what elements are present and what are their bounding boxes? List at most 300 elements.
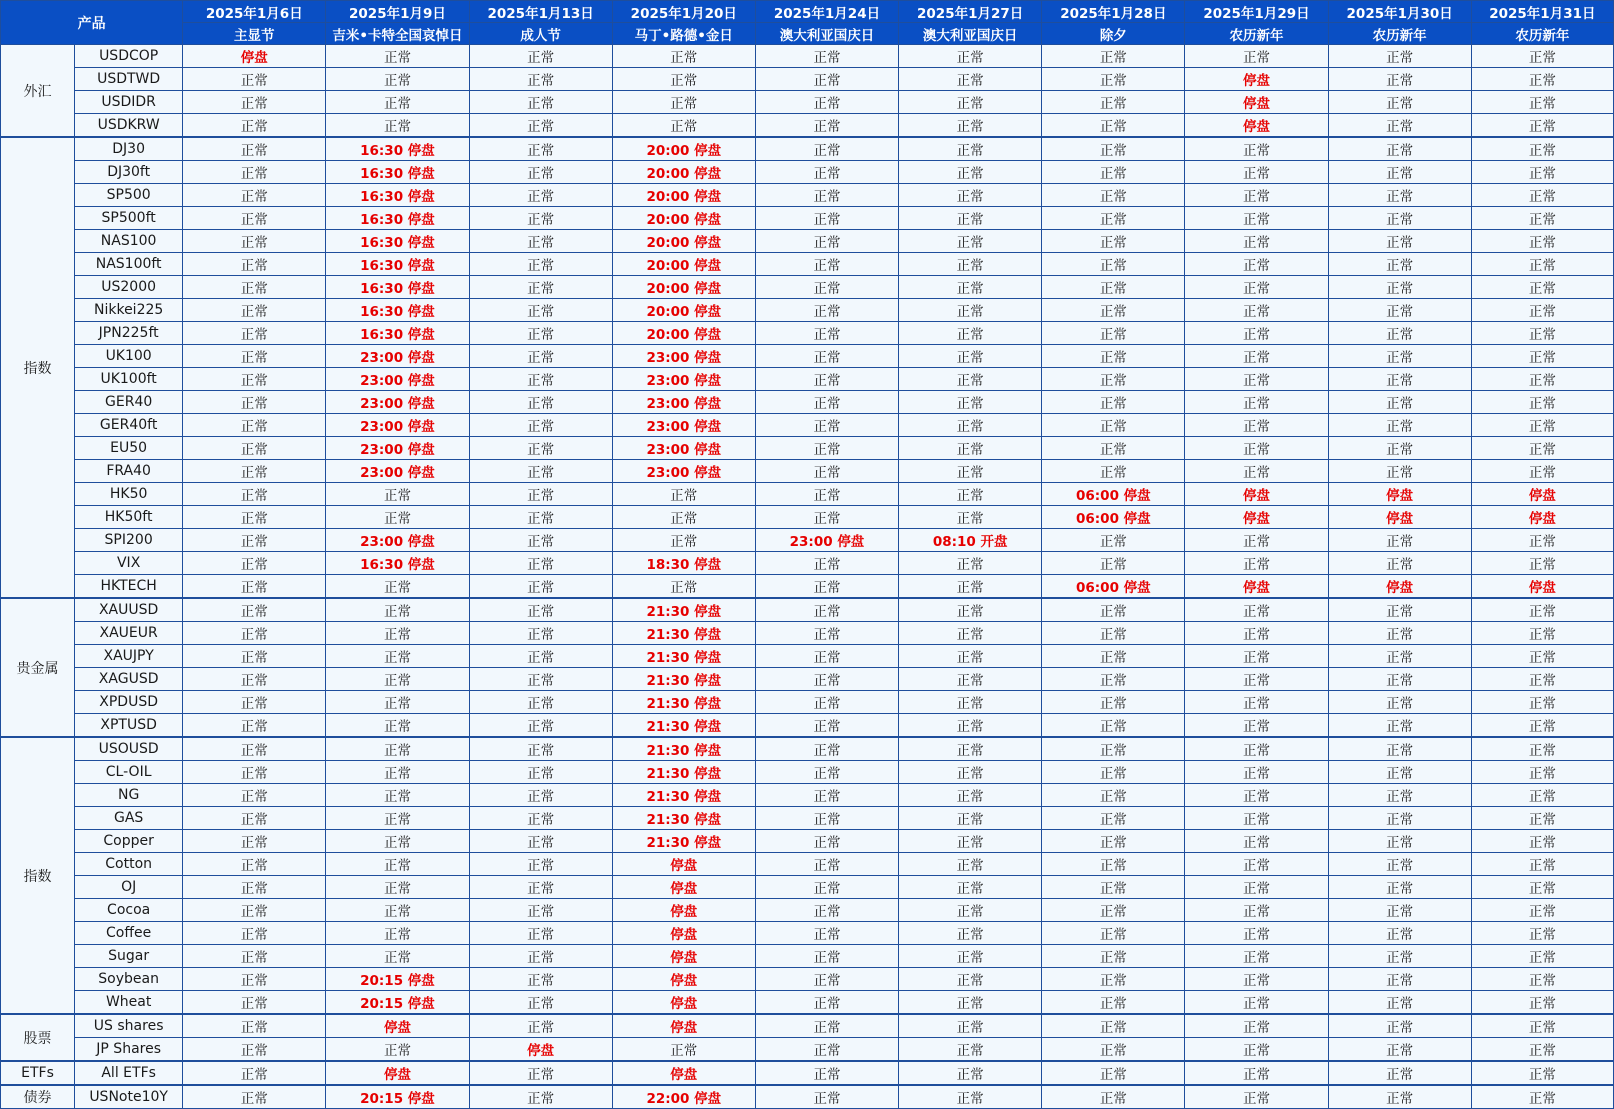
status-cell: 正常 (326, 945, 469, 968)
status-cell: 正常 (183, 807, 326, 830)
date-header: 2025年1月24日 (755, 1, 898, 23)
status-cell: 正常 (1471, 114, 1613, 138)
holiday-header: 成人节 (469, 23, 612, 45)
status-cell: 正常 (1042, 645, 1185, 668)
status-cell: 正常 (1042, 299, 1185, 322)
status-cell: 正常 (899, 737, 1042, 761)
status-cell: 正常 (755, 1014, 898, 1038)
status-cell: 正常 (469, 945, 612, 968)
status-cell: 正常 (1328, 45, 1471, 68)
status-cell: 正常 (1328, 691, 1471, 714)
status-cell: 正常 (1185, 552, 1328, 575)
status-cell: 正常 (469, 483, 612, 506)
status-cell: 正常 (469, 184, 612, 207)
status-cell: 18:30 停盘 (612, 552, 755, 575)
status-cell: 正常 (899, 598, 1042, 622)
status-cell: 20:00 停盘 (612, 207, 755, 230)
product-name: Copper (75, 830, 183, 853)
status-cell: 正常 (899, 1061, 1042, 1085)
status-cell: 正常 (183, 853, 326, 876)
status-cell: 正常 (1042, 1014, 1185, 1038)
status-cell: 正常 (1471, 253, 1613, 276)
table-row (1, 968, 1614, 991)
status-cell: 正常 (899, 991, 1042, 1015)
status-cell: 正常 (755, 1085, 898, 1109)
table-row (1, 414, 1614, 437)
status-cell: 正常 (326, 876, 469, 899)
product-name: XPTUSD (75, 714, 183, 738)
status-cell: 正常 (612, 68, 755, 91)
status-cell: 正常 (755, 552, 898, 575)
table-row (1, 91, 1614, 114)
status-cell: 正常 (1471, 552, 1613, 575)
status-cell: 正常 (1328, 137, 1471, 161)
status-cell: 正常 (183, 691, 326, 714)
status-cell: 23:00 停盘 (612, 437, 755, 460)
status-cell: 16:30 停盘 (326, 184, 469, 207)
status-cell: 正常 (183, 276, 326, 299)
table-row (1, 1085, 1614, 1109)
status-cell: 正常 (612, 91, 755, 114)
table-row (1, 645, 1614, 668)
status-cell: 正常 (183, 991, 326, 1015)
status-cell: 停盘 (612, 968, 755, 991)
status-cell: 正常 (469, 761, 612, 784)
status-cell: 16:30 停盘 (326, 276, 469, 299)
status-cell: 正常 (183, 714, 326, 738)
status-cell: 正常 (1328, 299, 1471, 322)
status-cell: 正常 (1185, 807, 1328, 830)
status-cell: 正常 (1471, 691, 1613, 714)
status-cell: 20:00 停盘 (612, 137, 755, 161)
status-cell: 正常 (1328, 899, 1471, 922)
table-row (1, 184, 1614, 207)
status-cell: 16:30 停盘 (326, 253, 469, 276)
status-cell: 正常 (1471, 137, 1613, 161)
status-cell: 正常 (1042, 668, 1185, 691)
table-row (1, 899, 1614, 922)
product-name: SPI200 (75, 529, 183, 552)
product-name: US shares (75, 1014, 183, 1038)
status-cell: 正常 (755, 622, 898, 645)
status-cell: 正常 (183, 830, 326, 853)
status-cell: 正常 (755, 737, 898, 761)
status-cell: 正常 (326, 807, 469, 830)
status-cell: 正常 (326, 761, 469, 784)
status-cell: 正常 (755, 299, 898, 322)
status-cell: 正常 (1471, 345, 1613, 368)
date-header: 2025年1月30日 (1328, 1, 1471, 23)
holiday-header: 吉米•卡特全国哀悼日 (326, 23, 469, 45)
status-cell: 正常 (1185, 45, 1328, 68)
table-row (1, 345, 1614, 368)
status-cell: 正常 (1042, 276, 1185, 299)
status-cell: 正常 (326, 91, 469, 114)
status-cell: 正常 (1042, 830, 1185, 853)
status-cell: 正常 (1328, 207, 1471, 230)
status-cell: 正常 (469, 68, 612, 91)
status-cell: 正常 (1471, 368, 1613, 391)
group-label: 债券 (1, 1085, 75, 1109)
status-cell: 停盘 (1328, 483, 1471, 506)
status-cell: 正常 (755, 668, 898, 691)
status-cell: 停盘 (1185, 575, 1328, 599)
date-header: 2025年1月31日 (1471, 1, 1613, 23)
status-cell: 正常 (1471, 922, 1613, 945)
status-cell: 正常 (326, 45, 469, 68)
status-cell: 正常 (612, 529, 755, 552)
status-cell: 21:30 停盘 (612, 714, 755, 738)
status-cell: 正常 (755, 968, 898, 991)
status-cell: 21:30 停盘 (612, 761, 755, 784)
status-cell: 16:30 停盘 (326, 207, 469, 230)
status-cell: 正常 (1328, 968, 1471, 991)
status-cell: 正常 (183, 1085, 326, 1109)
status-cell: 23:00 停盘 (326, 437, 469, 460)
status-cell: 停盘 (1328, 575, 1471, 599)
status-cell: 23:00 停盘 (326, 391, 469, 414)
status-cell: 停盘 (1471, 483, 1613, 506)
status-cell: 正常 (1185, 922, 1328, 945)
status-cell: 21:30 停盘 (612, 807, 755, 830)
holiday-header: 澳大利亚国庆日 (899, 23, 1042, 45)
status-cell: 20:15 停盘 (326, 1085, 469, 1109)
product-name: SP500ft (75, 207, 183, 230)
product-name: CL-OIL (75, 761, 183, 784)
status-cell: 正常 (1185, 414, 1328, 437)
status-cell: 正常 (326, 737, 469, 761)
status-cell: 正常 (1042, 161, 1185, 184)
product-name: NAS100 (75, 230, 183, 253)
status-cell: 正常 (183, 622, 326, 645)
product-name: USOUSD (75, 737, 183, 761)
status-cell: 08:10 开盘 (899, 529, 1042, 552)
table-row (1, 575, 1614, 599)
status-cell: 正常 (183, 668, 326, 691)
status-cell: 正常 (1185, 276, 1328, 299)
status-cell: 正常 (899, 368, 1042, 391)
status-cell: 正常 (1471, 899, 1613, 922)
status-cell: 正常 (612, 575, 755, 599)
status-cell: 正常 (183, 483, 326, 506)
status-cell: 正常 (183, 529, 326, 552)
status-cell: 21:30 停盘 (612, 645, 755, 668)
table-row (1, 322, 1614, 345)
holiday-header: 主显节 (183, 23, 326, 45)
status-cell: 正常 (469, 575, 612, 599)
status-cell: 正常 (755, 437, 898, 460)
product-name: JP Shares (75, 1038, 183, 1062)
table-row (1, 506, 1614, 529)
status-cell: 正常 (1471, 322, 1613, 345)
status-cell: 正常 (899, 807, 1042, 830)
status-cell: 正常 (899, 460, 1042, 483)
status-cell: 正常 (755, 598, 898, 622)
status-cell: 正常 (1042, 552, 1185, 575)
status-cell: 停盘 (1185, 91, 1328, 114)
table-row (1, 737, 1614, 761)
status-cell: 正常 (326, 1038, 469, 1062)
status-cell: 正常 (469, 506, 612, 529)
status-cell: 正常 (469, 276, 612, 299)
status-cell: 正常 (1042, 437, 1185, 460)
status-cell: 正常 (1185, 230, 1328, 253)
status-cell: 正常 (1185, 207, 1328, 230)
table-row (1, 1038, 1614, 1062)
status-cell: 正常 (755, 322, 898, 345)
status-cell: 正常 (755, 807, 898, 830)
status-cell: 正常 (755, 691, 898, 714)
status-cell: 正常 (899, 668, 1042, 691)
status-cell: 正常 (1042, 184, 1185, 207)
status-cell: 正常 (899, 691, 1042, 714)
status-cell: 正常 (183, 506, 326, 529)
status-cell: 正常 (1328, 784, 1471, 807)
date-header: 2025年1月29日 (1185, 1, 1328, 23)
status-cell: 正常 (183, 945, 326, 968)
table-row (1, 876, 1614, 899)
status-cell: 正常 (1328, 322, 1471, 345)
status-cell: 正常 (183, 391, 326, 414)
status-cell: 停盘 (1185, 114, 1328, 138)
status-cell: 正常 (326, 714, 469, 738)
table-row (1, 691, 1614, 714)
status-cell: 正常 (1328, 437, 1471, 460)
status-cell: 正常 (1328, 68, 1471, 91)
status-cell: 23:00 停盘 (612, 414, 755, 437)
status-cell: 正常 (1042, 137, 1185, 161)
status-cell: 正常 (755, 91, 898, 114)
status-cell: 正常 (1185, 253, 1328, 276)
status-cell: 正常 (183, 368, 326, 391)
product-name: XAGUSD (75, 668, 183, 691)
status-cell: 停盘 (326, 1014, 469, 1038)
status-cell: 正常 (1185, 991, 1328, 1015)
product-name: USDTWD (75, 68, 183, 91)
status-cell: 正常 (1471, 161, 1613, 184)
status-cell: 23:00 停盘 (326, 460, 469, 483)
status-cell: 正常 (1042, 368, 1185, 391)
status-cell: 正常 (1042, 414, 1185, 437)
status-cell: 正常 (1471, 1038, 1613, 1062)
status-cell: 正常 (899, 391, 1042, 414)
status-cell: 正常 (755, 945, 898, 968)
status-cell: 正常 (1328, 114, 1471, 138)
date-header: 2025年1月9日 (326, 1, 469, 23)
status-cell: 23:00 停盘 (612, 345, 755, 368)
status-cell: 正常 (1185, 945, 1328, 968)
status-cell: 正常 (1185, 968, 1328, 991)
status-cell: 正常 (1042, 968, 1185, 991)
status-cell: 停盘 (1328, 506, 1471, 529)
table-row (1, 45, 1614, 68)
date-header: 2025年1月20日 (612, 1, 755, 23)
table-row (1, 761, 1614, 784)
status-cell: 正常 (326, 598, 469, 622)
status-cell: 正常 (1471, 184, 1613, 207)
status-cell: 正常 (326, 114, 469, 138)
product-name: USDIDR (75, 91, 183, 114)
status-cell: 正常 (183, 598, 326, 622)
status-cell: 正常 (755, 161, 898, 184)
status-cell: 正常 (899, 230, 1042, 253)
status-cell: 正常 (899, 68, 1042, 91)
table-row (1, 784, 1614, 807)
table-row (1, 552, 1614, 575)
status-cell: 正常 (1471, 853, 1613, 876)
status-cell: 正常 (1328, 276, 1471, 299)
table-row (1, 991, 1614, 1015)
status-cell: 正常 (1471, 714, 1613, 738)
status-cell: 21:30 停盘 (612, 691, 755, 714)
table-row (1, 714, 1614, 738)
table-body (1, 45, 1614, 1109)
status-cell: 正常 (1328, 460, 1471, 483)
status-cell: 20:15 停盘 (326, 968, 469, 991)
product-name: Cocoa (75, 899, 183, 922)
status-cell: 正常 (1042, 691, 1185, 714)
product-name: DJ30 (75, 137, 183, 161)
status-cell: 正常 (1042, 45, 1185, 68)
table-row (1, 253, 1614, 276)
status-cell: 正常 (755, 253, 898, 276)
status-cell: 正常 (1471, 437, 1613, 460)
status-cell: 正常 (469, 137, 612, 161)
status-cell: 正常 (1042, 68, 1185, 91)
status-cell: 正常 (469, 345, 612, 368)
status-cell: 正常 (1471, 1014, 1613, 1038)
status-cell: 正常 (755, 922, 898, 945)
status-cell: 正常 (326, 899, 469, 922)
status-cell: 正常 (326, 784, 469, 807)
status-cell: 正常 (755, 45, 898, 68)
status-cell: 正常 (326, 668, 469, 691)
product-name: Nikkei225 (75, 299, 183, 322)
table-row (1, 68, 1614, 91)
status-cell: 正常 (1328, 807, 1471, 830)
product-name: Cotton (75, 853, 183, 876)
status-cell: 正常 (899, 137, 1042, 161)
status-cell: 正常 (1185, 645, 1328, 668)
status-cell: 正常 (183, 575, 326, 599)
status-cell: 06:00 停盘 (1042, 483, 1185, 506)
status-cell: 正常 (183, 1014, 326, 1038)
status-cell: 正常 (1185, 161, 1328, 184)
product-name: JPN225ft (75, 322, 183, 345)
status-cell: 正常 (1471, 737, 1613, 761)
status-cell: 正常 (1042, 922, 1185, 945)
product-name: US2000 (75, 276, 183, 299)
status-cell: 正常 (1471, 276, 1613, 299)
status-cell: 正常 (1042, 761, 1185, 784)
product-name: XAUUSD (75, 598, 183, 622)
status-cell: 停盘 (612, 1014, 755, 1038)
status-cell: 正常 (1042, 1061, 1185, 1085)
status-cell: 正常 (755, 714, 898, 738)
table-row (1, 668, 1614, 691)
status-cell: 正常 (1185, 830, 1328, 853)
status-cell: 正常 (1328, 345, 1471, 368)
status-cell: 正常 (469, 1085, 612, 1109)
status-cell: 正常 (899, 645, 1042, 668)
status-cell: 正常 (183, 645, 326, 668)
status-cell: 正常 (755, 899, 898, 922)
status-cell: 正常 (469, 1061, 612, 1085)
holiday-header: 澳大利亚国庆日 (755, 23, 898, 45)
status-cell: 正常 (755, 230, 898, 253)
status-cell: 正常 (755, 575, 898, 599)
status-cell: 正常 (899, 207, 1042, 230)
status-cell: 正常 (469, 460, 612, 483)
product-name: NG (75, 784, 183, 807)
status-cell: 正常 (183, 460, 326, 483)
status-cell: 正常 (755, 853, 898, 876)
status-cell: 正常 (1042, 1085, 1185, 1109)
product-name: UK100ft (75, 368, 183, 391)
status-cell: 正常 (183, 968, 326, 991)
product-name: XPDUSD (75, 691, 183, 714)
status-cell: 正常 (1185, 598, 1328, 622)
status-cell: 23:00 停盘 (755, 529, 898, 552)
status-cell: 正常 (1042, 460, 1185, 483)
status-cell: 正常 (469, 968, 612, 991)
status-cell: 正常 (755, 876, 898, 899)
status-cell: 正常 (326, 691, 469, 714)
status-cell: 16:30 停盘 (326, 322, 469, 345)
status-cell: 正常 (1185, 391, 1328, 414)
status-cell: 正常 (755, 391, 898, 414)
status-cell: 正常 (1185, 137, 1328, 161)
status-cell: 正常 (899, 899, 1042, 922)
status-cell: 正常 (1471, 876, 1613, 899)
product-name: HK50ft (75, 506, 183, 529)
status-cell: 正常 (469, 299, 612, 322)
status-cell: 正常 (899, 1085, 1042, 1109)
status-cell: 正常 (1328, 1085, 1471, 1109)
status-cell: 正常 (1328, 414, 1471, 437)
status-cell: 正常 (755, 207, 898, 230)
status-cell: 正常 (326, 645, 469, 668)
status-cell: 正常 (469, 691, 612, 714)
status-cell: 正常 (183, 184, 326, 207)
status-cell: 正常 (326, 853, 469, 876)
status-cell: 正常 (899, 114, 1042, 138)
status-cell: 停盘 (612, 876, 755, 899)
product-name: OJ (75, 876, 183, 899)
status-cell: 16:30 停盘 (326, 552, 469, 575)
status-cell: 正常 (1185, 368, 1328, 391)
product-name: XAUJPY (75, 645, 183, 668)
status-cell: 20:00 停盘 (612, 161, 755, 184)
status-cell: 正常 (755, 276, 898, 299)
status-cell: 正常 (899, 161, 1042, 184)
status-cell: 正常 (326, 622, 469, 645)
product-name: SP500 (75, 184, 183, 207)
status-cell: 21:30 停盘 (612, 830, 755, 853)
status-cell: 20:00 停盘 (612, 253, 755, 276)
table-row (1, 460, 1614, 483)
status-cell: 正常 (755, 68, 898, 91)
status-cell: 正常 (469, 230, 612, 253)
status-cell: 正常 (899, 506, 1042, 529)
status-cell: 正常 (755, 414, 898, 437)
status-cell: 正常 (469, 899, 612, 922)
status-cell: 正常 (1328, 1061, 1471, 1085)
product-name: GAS (75, 807, 183, 830)
status-cell: 正常 (1042, 529, 1185, 552)
status-cell: 正常 (1185, 322, 1328, 345)
status-cell: 正常 (612, 506, 755, 529)
